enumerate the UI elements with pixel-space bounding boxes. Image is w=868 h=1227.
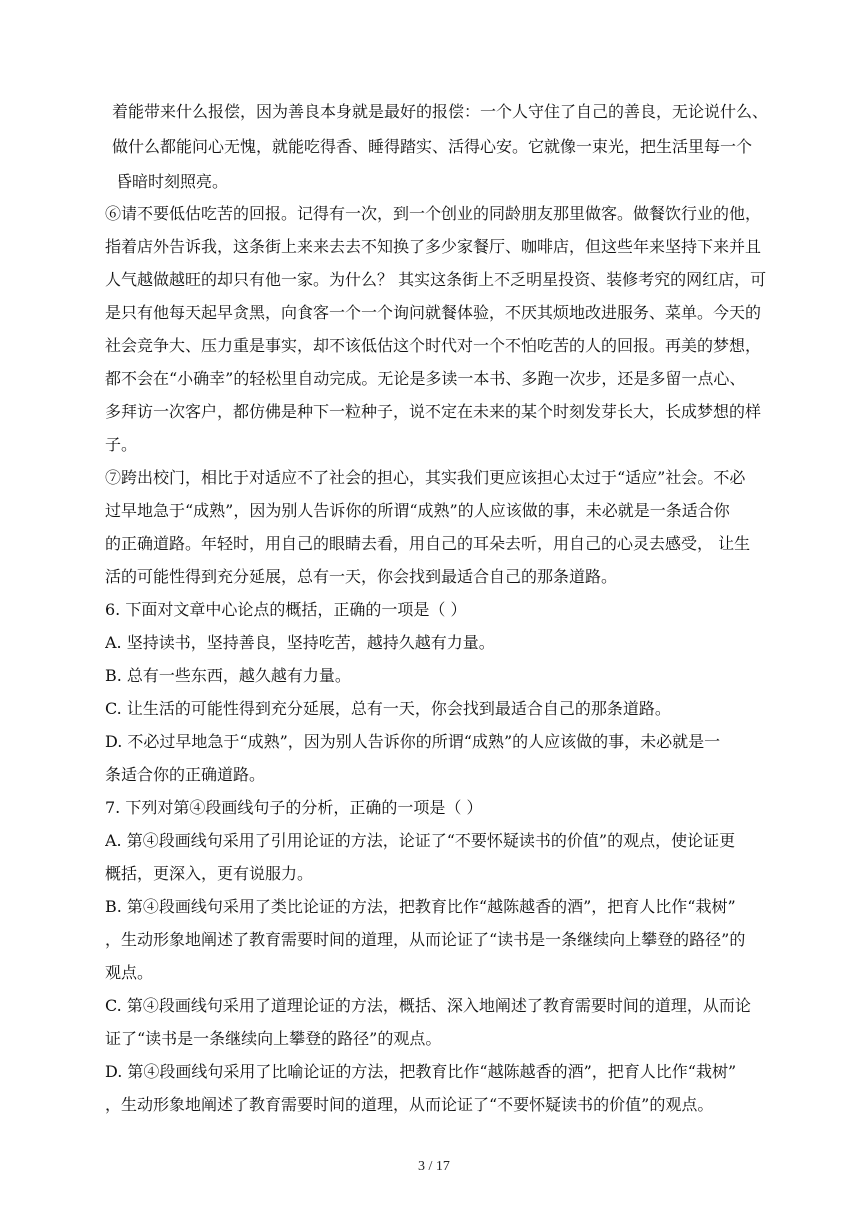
text-line: 活的可能性得到充分延展，总有一天，你会找到最适合自己的那条道路。 (105, 567, 618, 586)
answer-option-b: B. 第④段画线句采用了类比论证的方法，把教育比作“越陈越香的酒”，把育人比作“栽树” (105, 897, 736, 916)
answer-option-b-continued: 观点。 (105, 963, 154, 982)
answer-option-c: C. 让生活的可能性得到充分延展，总有一天，你会找到最适合自己的那条道路。 (105, 699, 671, 718)
answer-option-c: C. 第④段画线句采用了道理论证的方法，概括、深入地阐述了教育需要时间的道理，从而论 (105, 996, 751, 1015)
text-line: 着能带来什么报偿，因为善良本身就是最好的报偿：一个人守住了自己的善良，无论说什么、 (112, 102, 769, 121)
text-line: 过早地急于“成熟”，因为别人告诉你的所谓“成熟”的人应该做的事，未必就是一条适合你 (105, 501, 730, 520)
text-line: ⑥请不要低估吃苦的回报。记得有一次，到一个创业的同龄朋友那里做客。做餐饮行业的他， (105, 204, 762, 223)
answer-option-c-continued: 证了“读书是一条继续向上攀登的路径”的观点。 (105, 1029, 442, 1048)
text-line: ⑦跨出校门，相比于对适应不了社会的担心，其实我们更应该担心太过于“适应”社会。不必 (105, 468, 746, 487)
page-number: 3 / 17 (418, 1159, 450, 1174)
text-line: 多拜访一次客户，都仿佛是种下一粒种子，说不定在未来的某个时刻发芽长大，长成梦想的样 (105, 402, 762, 421)
answer-option-a-continued: 概括，更深入，更有说服力。 (105, 864, 314, 883)
text-line: 社会竞争大、压力重是事实，却不该低估这个时代对一个不怕吃苦的人的回报。再美的梦想， (105, 336, 762, 355)
answer-option-d-continued: 条适合你的正确道路。 (105, 765, 266, 784)
answer-option-d: D. 第④段画线句采用了比喻论证的方法，把教育比作“越陈越香的酒”，把育人比作“栽树” (105, 1062, 737, 1081)
text-line: 子。 (105, 435, 138, 454)
answer-option-b-continued: ，生动形象地阐述了教育需要时间的道理，从而论证了“读书是一条继续向上攀登的路径”的 (105, 930, 746, 949)
question-stem: 6. 下面对文章中心论点的概括，正确的一项是（ ） (105, 600, 467, 619)
text-line: 指着店外告诉我，这条街上来来去去不知换了多少家餐厅、咖啡店，但这些年来坚持下来并且 (105, 237, 762, 256)
text-line: 昏暗时刻照亮。 (116, 172, 229, 191)
answer-option-d-continued: ，生动形象地阐述了教育需要时间的道理，从而论证了“不要怀疑读书的价值”的观点。 (105, 1095, 714, 1114)
text-line: 都不会在“小确幸”的轻松里自动完成。无论是多读一本书、多跑一次步，还是多留一点心、 (105, 369, 746, 388)
answer-option-a: A. 坚持读书，坚持善良，坚持吃苦，越持久越有力量。 (105, 633, 495, 652)
text-line: 是只有他每天起早贪黑，向食客一个一个询问就餐体验，不厌其烦地改进服务、菜单。今天的 (105, 303, 762, 322)
answer-option-d: D. 不必过早地急于“成熟”，因为别人告诉你的所谓“成熟”的人应该做的事，未必就是一 (105, 732, 721, 751)
question-stem: 7. 下列对第④段画线句子的分析，正确的一项是（ ） (105, 798, 483, 817)
text-line: 做什么都能问心无愧，就能吃得香、睡得踏实、活得心安。它就像一束光，把生活里每一个 (112, 137, 753, 156)
answer-option-b: B. 总有一些东西，越久越有力量。 (105, 666, 351, 685)
text-line: 人气越做越旺的却只有他一家。为什么？ 其实这条街上不乏明星投资、装修考究的网红店，可 (105, 270, 767, 289)
answer-option-a: A. 第④段画线句采用了引用论证的方法，论证了“不要怀疑读书的价值”的观点，使论证更 (105, 831, 736, 850)
text-line: 的正确道路。年轻时，用自己的眼睛去看，用自己的耳朵去听，用自己的心灵去感受， 让生 (105, 534, 751, 553)
